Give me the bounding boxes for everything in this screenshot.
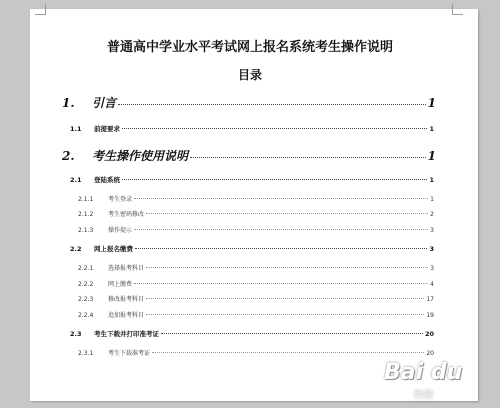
toc-entry-2-2-2[interactable]	[78, 279, 434, 288]
toc-entry-2-3[interactable]	[70, 329, 434, 338]
toc-leader	[190, 157, 426, 158]
toc-page: 1	[427, 149, 436, 163]
toc-entry-2-1-1[interactable]	[78, 194, 434, 203]
toc-leader	[134, 198, 428, 199]
toc-leader	[161, 333, 423, 334]
toc-text: 修改报考科目	[108, 296, 145, 303]
toc-entry-1-1[interactable]	[70, 124, 434, 133]
toc-text: 操作提示	[108, 227, 133, 234]
toc-number: 1.1	[70, 125, 82, 133]
toc-entry-2-2-3[interactable]	[78, 294, 434, 303]
toc-text: 考生下载并打印准考证	[94, 330, 159, 338]
toc-text: 引言	[92, 96, 117, 110]
toc-number: 2.2.4	[78, 312, 94, 319]
toc-leader	[134, 283, 428, 284]
toc-number: 2.2.1	[78, 265, 94, 272]
toc-leader	[122, 128, 427, 129]
toc-text: 登陆系统	[94, 176, 120, 184]
toc-text: 追加报考科目	[108, 312, 145, 319]
toc-entry-2[interactable]	[62, 147, 436, 164]
toc-text: 前提要求	[94, 125, 120, 133]
toc-entry-2-1[interactable]	[70, 175, 434, 184]
toc-number: 2.2.2	[78, 281, 94, 288]
toc-number: 2.1.3	[78, 227, 94, 234]
toc-text: 网上报名缴费	[94, 245, 133, 253]
document-title: 普通高中学业水平考试网上报名系统考生操作说明	[106, 40, 393, 55]
toc-text: 选择报考科目	[108, 265, 145, 272]
toc-leader	[146, 267, 428, 268]
toc-number: 2.3	[70, 330, 82, 338]
watermark-brand: Bai du	[384, 360, 463, 385]
crop-mark-top-left	[35, 4, 46, 15]
toc-entry-2-2-1[interactable]	[78, 263, 434, 272]
toc-number: 2.1.2	[78, 211, 94, 218]
toc-entry-2-1-2[interactable]	[78, 209, 434, 218]
toc-number: 2.1	[70, 176, 82, 184]
toc-number: 2.2.3	[78, 296, 94, 303]
toc-number: 1.	[62, 96, 75, 110]
toc-leader	[152, 352, 424, 353]
toc-number: 2.3.1	[78, 350, 94, 357]
toc-page: 1	[430, 196, 434, 203]
toc-page: 20	[424, 330, 434, 338]
crop-mark-top-right	[452, 4, 463, 15]
toc-leader	[135, 248, 427, 249]
toc-leader	[134, 229, 428, 230]
toc-leader	[122, 179, 427, 180]
toc-page: 3	[429, 245, 434, 253]
toc-leader	[146, 314, 424, 315]
toc-entry-1[interactable]	[62, 94, 436, 111]
toc-entry-2-2-4[interactable]	[78, 310, 434, 319]
toc-number: 2.	[62, 149, 75, 163]
toc-heading: 目录	[237, 68, 262, 82]
toc-text: 网上缴费	[108, 281, 133, 288]
toc-page: 3	[430, 265, 434, 272]
toc-page: 19	[426, 312, 434, 319]
toc-page: 4	[430, 281, 434, 288]
toc-page: 2	[430, 211, 434, 218]
toc-entry-2-3-1[interactable]	[78, 348, 434, 357]
toc-text: 考生下载准考证	[108, 350, 151, 357]
toc-entry-2-2[interactable]	[70, 244, 434, 253]
toc-page: 1	[429, 176, 434, 184]
toc-page: 3	[430, 227, 434, 234]
toc-leader	[118, 104, 426, 105]
toc-page: 20	[426, 350, 434, 357]
toc-leader	[146, 298, 424, 299]
toc-number: 2.2	[70, 245, 82, 253]
toc-page: 17	[426, 296, 434, 303]
toc-leader	[146, 213, 428, 214]
baidu-watermark	[384, 360, 494, 404]
toc-text: 考生密码修改	[108, 211, 145, 218]
toc-text: 考生操作使用说明	[92, 149, 189, 163]
toc-text: 考生登录	[108, 196, 133, 203]
watermark-sub: 经验	[414, 390, 434, 401]
toc-page: 1	[429, 125, 434, 133]
toc-page: 1	[427, 96, 436, 110]
toc-entry-2-1-3[interactable]	[78, 225, 434, 234]
toc-number: 2.1.1	[78, 196, 94, 203]
